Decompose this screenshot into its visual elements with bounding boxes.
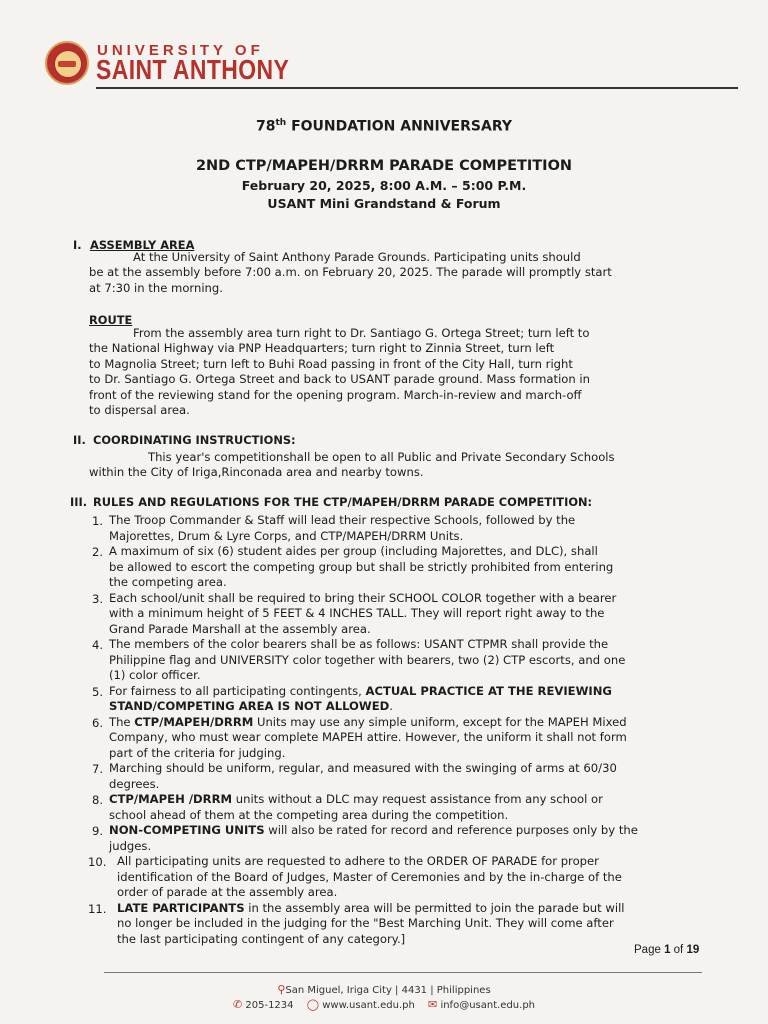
rule-number: 11. (88, 901, 107, 916)
rule-number: 9. (92, 824, 104, 838)
event-venue: USANT Mini Grandstand & Forum (267, 196, 501, 211)
section-1-line: at 7:30 in the morning. (89, 281, 223, 295)
university-seal-logo (45, 41, 89, 85)
footer-address: San Miguel, Iriga City | 4431 | Philippines (285, 985, 491, 996)
event-date: February 20, 2025, 8:00 A.M. – 5:00 P.M. (241, 178, 527, 193)
rule-number: 2. (92, 545, 104, 559)
route-line: From the assembly area turn right to Dr. Santiago G. Ortega Street; turn left to (133, 326, 590, 340)
envelope-icon: ✉ (428, 998, 438, 1011)
rule-number: 8. (92, 793, 104, 807)
header-divider (96, 87, 738, 89)
section-1-line: At the University of Saint Anthony Parade Grounds. Participating units should (133, 250, 581, 264)
rule-line: The Troop Commander & Staff will lead their respective Schools, followed by the (109, 513, 576, 527)
anniversary-title: 78th FOUNDATION ANNIVERSARY (256, 118, 512, 135)
section-2-line: within the City of Iriga,Rinconada area and nearby towns. (89, 465, 424, 479)
footer-website[interactable]: www.usant.edu.ph (322, 1000, 415, 1011)
rule-number: 3. (92, 591, 104, 606)
footer-email[interactable]: info@usant.edu.ph (440, 1000, 536, 1011)
rule-line: Grand Parade Marshall at the assembly area. (109, 621, 371, 636)
rule-line: Majorettes, Drum & Lyre Corps, and CTP/MAPEH/DRRM Units. (109, 528, 464, 543)
phone-icon: ✆ (232, 998, 243, 1011)
route-line: front of the reviewing stand for the opening program. March-in-review and march-off (89, 388, 582, 402)
rule-line: part of the criteria for judging. (109, 745, 286, 760)
rule-line: The CTP/MAPEH/DRRM Units may use any simple uniform, except for the MAPEH Mixed (109, 714, 627, 729)
rule-line: with a minimum height of 5 FEET & 4 INCHES TALL. They will report right away to the (109, 606, 605, 620)
rule-line: school ahead of them at the competing area during the competition. (109, 807, 509, 822)
section-2-line: This year's competitionshall be open to all Public and Private Secondary Schools (148, 450, 615, 464)
rule-line: Marching should be uniform, regular, and measured with the swinging of arms at 60/30 (109, 761, 617, 775)
rule-line: Philippine flag and UNIVERSITY color together with bearers, two (2) CTP escorts, and one (109, 652, 626, 667)
route-line: the National Highway via PNP Headquarters; turn right to Zinnia Street, turn left (89, 341, 555, 355)
rule-line: degrees. (109, 776, 160, 791)
university-name-main: SAINT ANTHONY (96, 54, 290, 85)
rule-line: judges. (109, 838, 152, 853)
footer-contact-line (0, 998, 768, 1011)
footer-phone: 205-1234 (245, 1000, 294, 1011)
rule-line: A maximum of six (6) student aides per group (including Majorettes, and DLC), shall (109, 544, 598, 558)
rule-number: 4. (92, 638, 104, 652)
rule-line: Each school/unit shall be required to bring their SCHOOL COLOR together with a bearer (109, 590, 617, 605)
route-heading: ROUTE (89, 313, 133, 327)
route-line: to Magnolia Street; turn left to Buhi Road passing in front of the City Hall, turn right (89, 357, 573, 371)
section-2-heading: COORDINATING INSTRUCTIONS: (93, 433, 296, 447)
rule-line: the competing area. (109, 575, 227, 589)
rule-line: For fairness to all participating contingents, ACTUAL PRACTICE AT THE REVIEWING (109, 683, 612, 698)
section-1-heading: ASSEMBLY AREA (90, 238, 195, 252)
rule-line: NON-COMPETING UNITS will also be rated for record and reference purposes only by the (109, 823, 638, 837)
globe-icon: ◯ (306, 998, 320, 1011)
section-2-number: II. (73, 433, 86, 447)
location-pin-icon: ⚲ (277, 983, 286, 996)
rule-line: the last participating contingent of any category.] (117, 931, 406, 946)
competition-title: 2ND CTP/MAPEH/DRRM PARADE COMPETITION (195, 158, 573, 174)
section-1-number: I. (73, 238, 82, 252)
section-3-heading: RULES AND REGULATIONS FOR THE CTP/MAPEH/DRRM PARADE COMPETITION: (93, 495, 593, 509)
rule-number: 1. (92, 514, 104, 528)
rule-number: 7. (92, 762, 104, 776)
rule-line: be allowed to escort the competing group but shall be strictly prohibited from entering (109, 559, 614, 574)
page-number: Page 1 of 19 (634, 944, 700, 956)
rule-line: identification of the Board of Judges, Master of Ceremonies and by the in-charge of the (117, 869, 622, 884)
rule-line: LATE PARTICIPANTS in the assembly area will be permitted to join the parade but will (117, 900, 625, 915)
rule-line: (1) color officer. (109, 668, 201, 682)
rule-number: 5. (92, 684, 104, 699)
rule-line: The members of the color bearers shall be as follows: USANT CTPMR shall provide the (109, 637, 609, 651)
rule-line: CTP/MAPEH /DRRM units without a DLC may request assistance from any school or (109, 792, 603, 806)
rule-line: order of parade at the assembly area. (117, 885, 338, 899)
rule-line: no longer be included in the judging for the "Best Marching Unit. They will come after (117, 916, 614, 930)
footer-address-line (0, 983, 768, 996)
rule-line: All participating units are requested to adhere to the ORDER OF PARADE for proper (117, 854, 599, 868)
rule-line: Company, who must wear complete MAPEH attire. However, the uniform it shall not form (109, 730, 627, 744)
rule-number: 10. (88, 855, 107, 869)
rule-number: 6. (92, 715, 104, 730)
rule-line: STAND/COMPETING AREA IS NOT ALLOWED. (109, 699, 393, 713)
section-1-line: be at the assembly before 7:00 a.m. on February 20, 2025. The parade will promptly start (89, 265, 612, 279)
route-line: to dispersal area. (89, 403, 190, 417)
route-line: to Dr. Santiago G. Ortega Street and back to USANT parade ground. Mass formation in (89, 372, 590, 386)
university-name-top: UNIVERSITY OF (97, 42, 264, 59)
section-3-number: III. (70, 495, 88, 509)
footer-divider (104, 972, 702, 973)
